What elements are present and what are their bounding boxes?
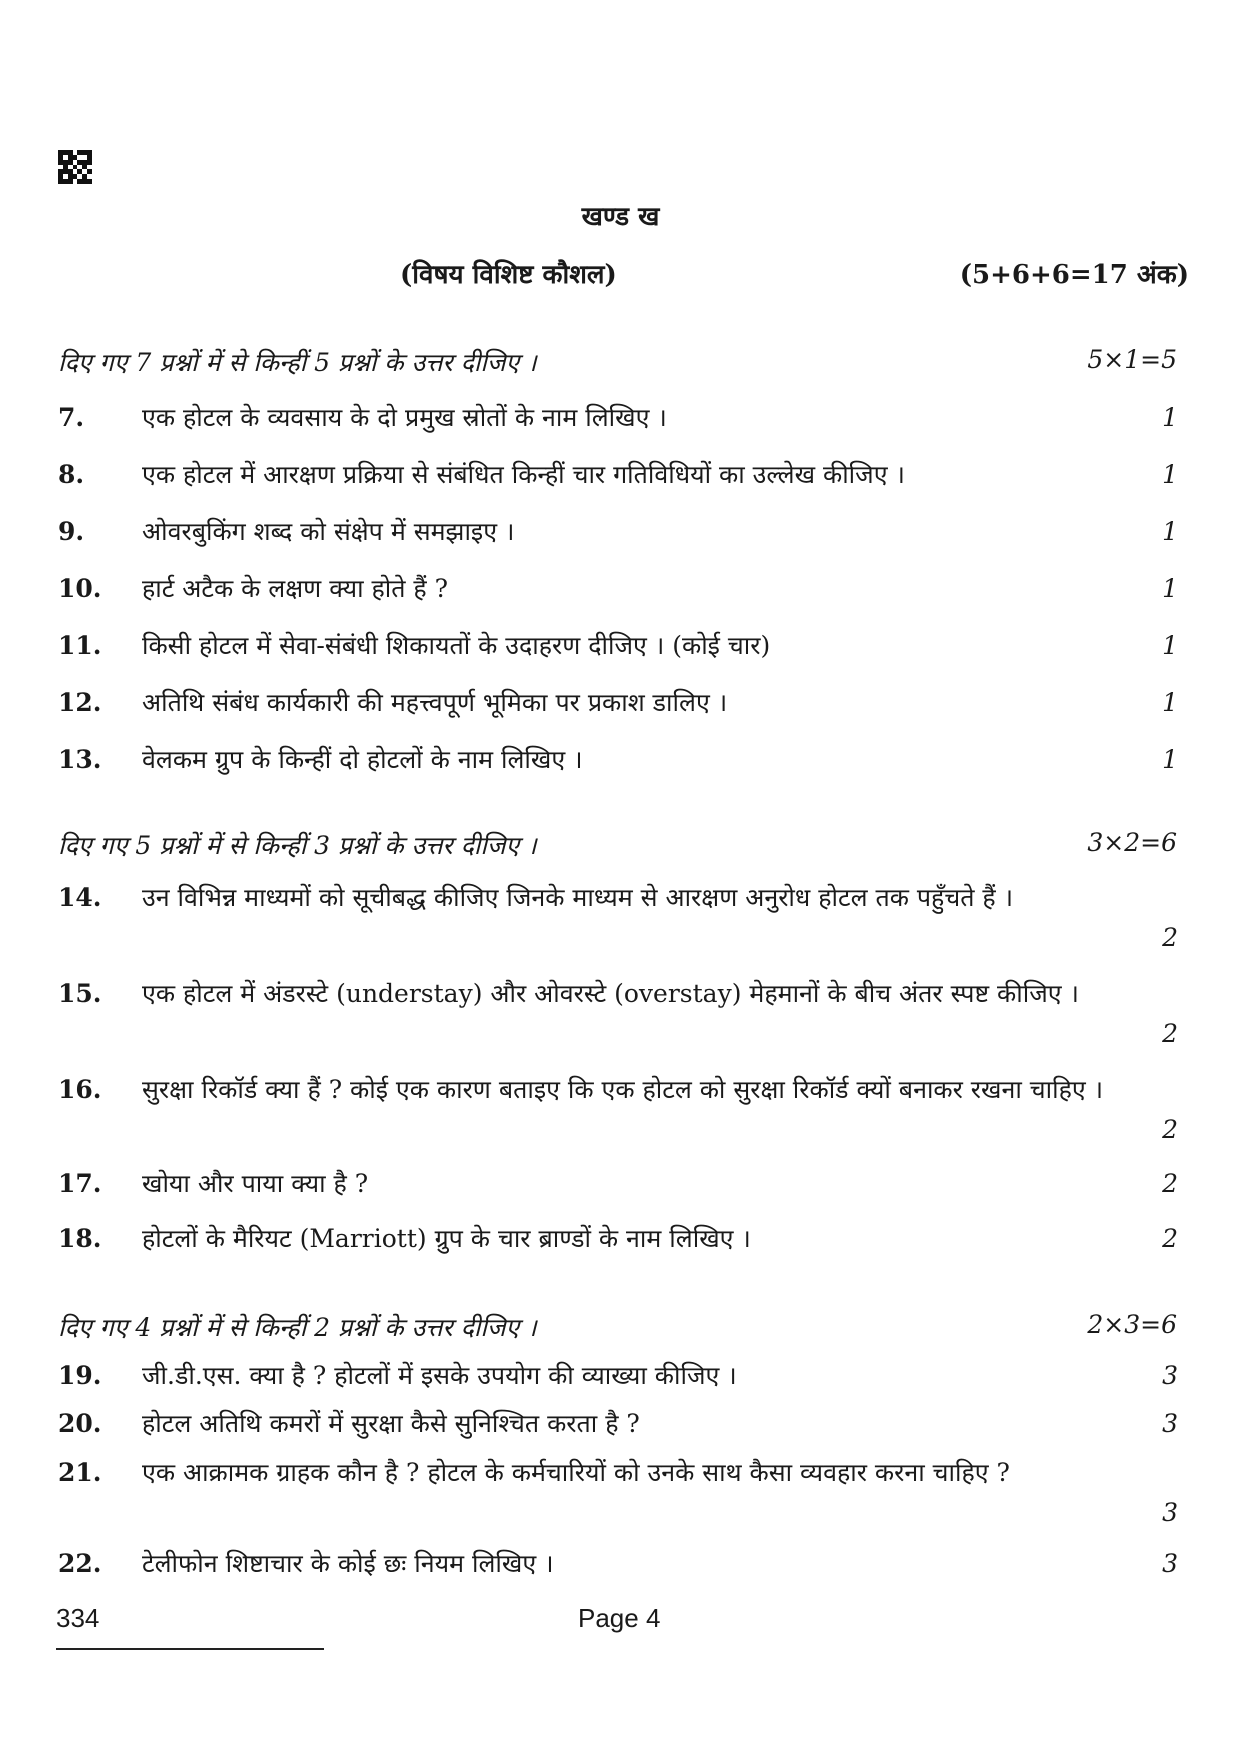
question-mark: 1 [1162, 460, 1178, 489]
group-instruction: दिए गए 4 प्रश्नों में से किन्हीं 2 प्रश्नों के उत्तर दीजिए । [58, 1313, 537, 1342]
question-text: हार्ट अटैक के लक्षण क्या होते हैं ? [142, 574, 449, 603]
footer-divider [56, 1648, 324, 1650]
group-instruction: दिए गए 5 प्रश्नों में से किन्हीं 3 प्रश्नों के उत्तर दीजिए । [58, 831, 537, 860]
question-text: अतिथि संबंध कार्यकारी की महत्त्वपूर्ण भूमिका पर प्रकाश डालिए । [142, 688, 728, 717]
group-marks: 5×1=5 [1087, 345, 1177, 374]
page-number: Page 4 [578, 1603, 661, 1633]
question-text: एक आक्रामक ग्राहक कौन है ? होटल के कर्मचारियों को उनके साथ कैसा व्यवहार करना चाहिए ? [142, 1458, 1010, 1487]
question-mark: 1 [1162, 403, 1178, 432]
question-mark: 2 [1162, 1115, 1178, 1144]
question-number: 9. [58, 517, 85, 546]
subject-code: 334 [56, 1603, 100, 1633]
question-mark: 1 [1162, 517, 1178, 546]
question-mark: 2 [1162, 923, 1178, 952]
question-number: 8. [58, 460, 85, 489]
question-text: खोया और पाया क्या है ? [142, 1169, 369, 1198]
question-number: 20. [58, 1409, 102, 1438]
question-mark: 1 [1162, 745, 1178, 774]
question-text: उन विभिन्न माध्यमों को सूचीबद्ध कीजिए जिनके माध्यम से आरक्षण अनुरोध होटल तक पहुँचते हैं । [142, 883, 1014, 912]
question-text: एक होटल के व्यवसाय के दो प्रमुख स्रोतों के नाम लिखिए । [142, 403, 667, 432]
question-mark: 1 [1162, 688, 1178, 717]
question-text: वेलकम ग्रुप के किन्हीं दो होटलों के नाम लिखिए । [142, 745, 583, 774]
group-instruction: दिए गए 7 प्रश्नों में से किन्हीं 5 प्रश्नों के उत्तर दीजिए । [58, 348, 537, 377]
group-marks: 3×2=6 [1087, 828, 1177, 857]
question-number: 10. [58, 574, 102, 603]
qr-code-icon [58, 150, 92, 184]
question-mark: 3 [1162, 1409, 1178, 1438]
question-mark: 3 [1162, 1361, 1178, 1390]
question-mark: 1 [1162, 631, 1178, 660]
question-number: 18. [58, 1224, 102, 1253]
section-title: खण्ड ख [581, 202, 660, 232]
question-text: ओवरबुकिंग शब्द को संक्षेप में समझाइए । [142, 517, 515, 546]
question-number: 21. [58, 1458, 102, 1487]
question-mark: 2 [1162, 1019, 1178, 1048]
question-number: 7. [58, 403, 85, 432]
question-number: 16. [58, 1075, 102, 1104]
question-mark: 3 [1162, 1498, 1178, 1527]
question-mark: 1 [1162, 574, 1178, 603]
question-text: एक होटल में आरक्षण प्रक्रिया से संबंधित किन्हीं चार गतिविधियों का उल्लेख कीजिए । [142, 460, 905, 489]
question-text: किसी होटल में सेवा-संबंधी शिकायतों के उदाहरण दीजिए । (कोई चार) [142, 631, 771, 660]
question-number: 11. [58, 631, 102, 660]
question-number: 22. [58, 1549, 102, 1578]
section-total-marks: (5+6+6=17 अंक) [959, 260, 1189, 290]
question-mark: 3 [1162, 1549, 1178, 1578]
section-subtitle: (विषय विशिष्ट कौशल) [400, 260, 617, 290]
question-text: होटल अतिथि कमरों में सुरक्षा कैसे सुनिश्चित करता है ? [142, 1409, 640, 1438]
question-text: एक होटल में अंडरस्टे (understay) और ओवरस्टे (overstay) मेहमानों के बीच अंतर स्पष्ट कीजिए । [142, 979, 1080, 1008]
question-number: 17. [58, 1169, 102, 1198]
question-text: होटलों के मैरियट (Marriott) ग्रुप के चार ब्राण्डों के नाम लिखिए । [142, 1224, 751, 1253]
question-number: 14. [58, 883, 102, 912]
group-marks: 2×3=6 [1087, 1310, 1177, 1339]
question-number: 12. [58, 688, 102, 717]
question-text: टेलीफोन शिष्टाचार के कोई छः नियम लिखिए । [142, 1549, 554, 1578]
question-text: सुरक्षा रिकॉर्ड क्या हैं ? कोई एक कारण बताइए कि एक होटल को सुरक्षा रिकॉर्ड क्यों बनाकर रखना चाहिए । [142, 1075, 1104, 1104]
question-number: 13. [58, 745, 102, 774]
question-number: 15. [58, 979, 102, 1008]
question-mark: 2 [1162, 1224, 1178, 1253]
question-mark: 2 [1162, 1169, 1178, 1198]
question-number: 19. [58, 1361, 102, 1390]
question-text: जी.डी.एस. क्या है ? होटलों में इसके उपयोग की व्याख्या कीजिए । [142, 1361, 737, 1390]
